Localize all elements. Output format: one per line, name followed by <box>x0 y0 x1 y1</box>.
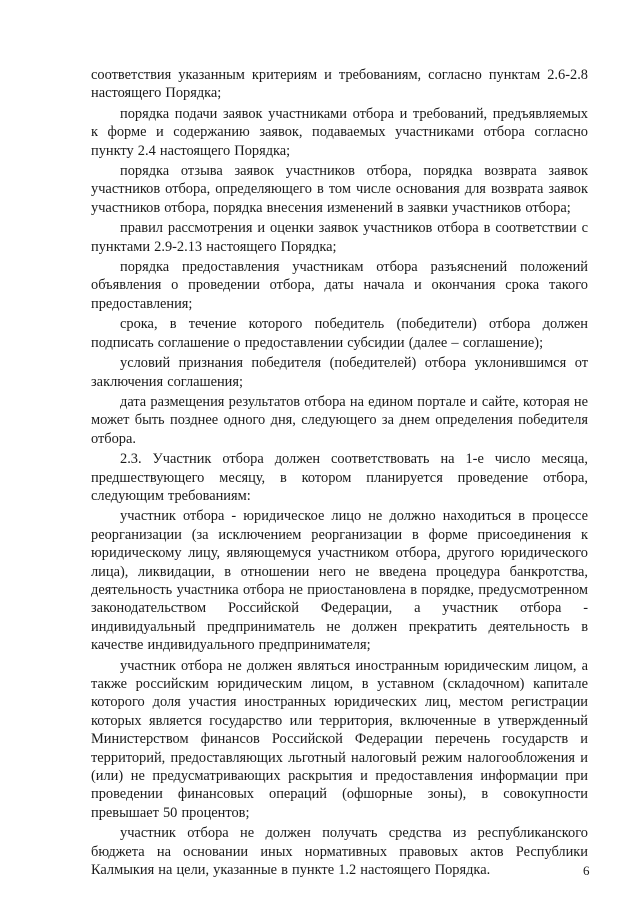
paragraph-3: порядка отзыва заявок участников отбора, порядка возврата заявок участников отбора, определяющего в том числе основания для возврата заявок участников отбора, порядка внесения изменений в заявки участников отбора; <box>91 163 588 216</box>
paragraph-10: участник отбора - юридическое лицо не должно находиться в процессе реорганизации (за исключением реорганизации в форме присоединения к юридическому лицу, являющемуся участником отбора, другого юридического лица), ликвидации, в отношении него не введена процедура банкротства, деятельность участника отбора не приостановлена в порядке, предусмотренном законодательством Российской Федерации, а участник отбора - индивидуальный предприниматель не должен прекратить деятельность в качестве индивидуального предпринимателя; <box>91 508 588 654</box>
paragraph-11: участник отбора не должен являться иностранным юридическим лицом, а также российским юридическим лицом, в уставном (складочном) капитале которого доля участия иностранных юридических лиц, местом регистрации которых является государство или территория, включенные в утвержденный Министерством финансов Российской Федерации перечень государств и территорий, предоставляющих льготный налоговый режим налогообложения и (или) не предусматривающих раскрытия и предоставления информации при проведении финансовых операций (офшорные зоны), в совокупности превышает 50 процентов; <box>91 657 588 821</box>
paragraph-8: дата размещения результатов отбора на едином портале и сайте, которая не может быть позднее одного дня, следующего за днем определения победителя отбора. <box>91 393 588 447</box>
paragraph-1: соответствия указанным критериям и требованиям, согласно пунктам 2.6-2.8 настоящего Порядка; <box>91 67 588 102</box>
paragraph-6: срока, в течение которого победитель (победители) отбора должен подписать соглашение о предоставлении субсидии (далее – соглашение); <box>91 316 588 351</box>
paragraph-2: порядка подачи заявок участниками отбора и требований, предъявляемых к форме и содержанию заявок, подаваемых участниками отбора согласно пункту 2.4 настоящего Порядка; <box>91 105 588 159</box>
paragraph-4: правил рассмотрения и оценки заявок участников отбора в соответствии с пунктами 2.9-2.13 настоящего Порядка; <box>91 220 588 255</box>
paragraph-7: условий признания победителя (победителей) отбора уклонившимся от заключения соглашения; <box>91 355 588 390</box>
body-text <box>91 66 588 879</box>
page-number: 6 <box>583 863 590 878</box>
paragraph-5: порядка предоставления участникам отбора разъяснений положений объявления о проведении отбора, даты начала и окончания срока такого предоставления; <box>91 259 588 312</box>
paragraph-9: 2.3. Участник отбора должен соответствовать на 1-е число месяца, предшествующего месяцу, в котором планируется проведение отбора, следующим требованиям: <box>91 451 588 504</box>
paragraph-12: участник отбора не должен получать средства из республиканского бюджета на основании иных нормативных правовых актов Республики Калмыкия на цели, указанные в пункте 1.2 настоящего Порядка. <box>91 825 588 879</box>
